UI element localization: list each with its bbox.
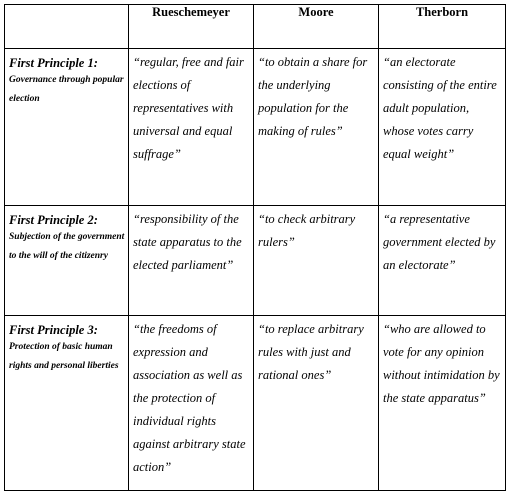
rueschemeyer-quote: “the freedoms of expression and association as well as the protection of individual rights against arbitrary state action” [133, 322, 246, 474]
therborn-quote: “a representative government elected by an electorate” [383, 212, 496, 272]
rueschemeyer-cell [129, 316, 254, 491]
principle-title: First Principle 3: [9, 323, 98, 337]
principle-cell [5, 49, 129, 206]
moore-cell [254, 49, 379, 206]
rueschemeyer-cell [129, 49, 254, 206]
therborn-cell [379, 316, 506, 491]
rueschemeyer-quote: “responsibility of the state apparatus to the elected parliament” [133, 212, 242, 272]
principle-description: Protection of basic human rights and personal liberties [9, 342, 119, 371]
principle-cell [5, 206, 129, 316]
header-empty-cell [5, 5, 129, 49]
principle-description: Governance through popular election [9, 75, 124, 104]
header-row [5, 5, 506, 49]
therborn-quote: “an electorate consisting of the entire adult population, whose votes carry equal weight” [383, 55, 497, 161]
header-moore: Moore [254, 5, 379, 49]
table-row [5, 316, 506, 491]
therborn-quote: “who are allowed to vote for any opinion without intimidation by the state apparatus” [383, 322, 500, 405]
table-row [5, 206, 506, 316]
moore-cell [254, 206, 379, 316]
principles-comparison-table [4, 4, 506, 491]
rueschemeyer-quote: “regular, free and fair elections of representatives with universal and equal suffrage” [133, 55, 244, 161]
therborn-cell [379, 49, 506, 206]
moore-quote: “to replace arbitrary rules with just and rational ones” [258, 322, 364, 382]
principle-title: First Principle 2: [9, 213, 98, 227]
therborn-cell [379, 206, 506, 316]
header-therborn: Therborn [379, 5, 506, 49]
moore-quote: “to check arbitrary rulers” [258, 212, 356, 249]
moore-quote: “to obtain a share for the underlying population for the making of rules” [258, 55, 368, 138]
moore-cell [254, 316, 379, 491]
principle-cell [5, 316, 129, 491]
table-row [5, 49, 506, 206]
principle-title: First Principle 1: [9, 56, 98, 70]
rueschemeyer-cell [129, 206, 254, 316]
header-rueschemeyer: Rueschemeyer [129, 5, 254, 49]
principle-description: Subjection of the government to the will of the citizenry [9, 232, 125, 261]
